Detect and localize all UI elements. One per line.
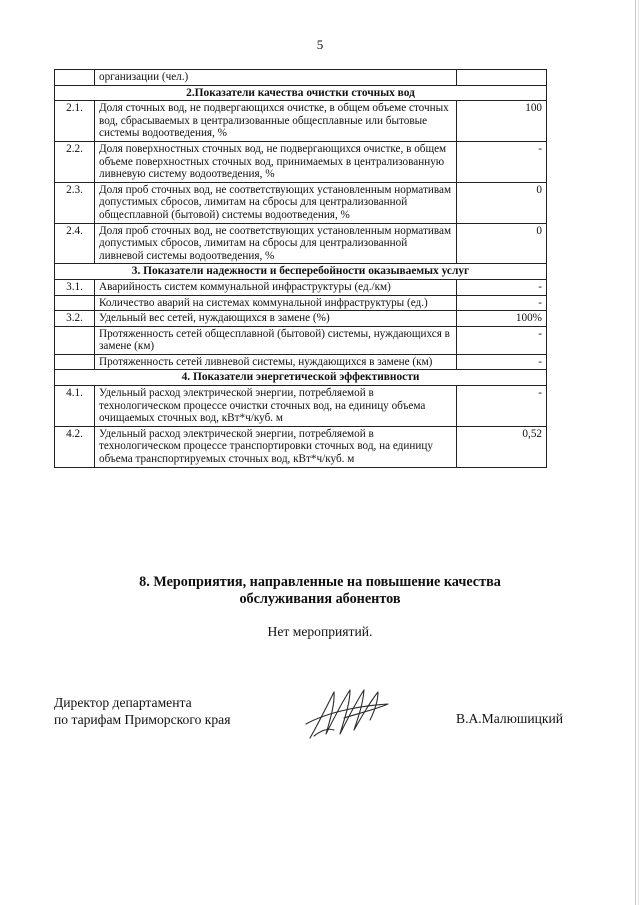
no-events-text: Нет мероприятий. [267,624,373,639]
section-header: 4. Показатели энергетической эффективности [55,370,547,386]
indicator-value: - [457,279,547,295]
indicator-value: 100 [457,101,547,142]
row-number: 4.2. [55,426,95,467]
table-row [55,70,547,86]
indicator-value [457,70,547,86]
table-row [55,101,547,142]
table-row [55,426,547,467]
indicator-name: Удельный расход электрической энергии, потребляемой в технологическом процессе очистки сточных вод, на единицу объема очищаемых сточных вод, кВт*ч/куб. м [95,386,457,427]
indicators-table [54,69,547,468]
table-row [55,354,547,370]
indicator-name: Протяженность сетей ливневой системы, нуждающихся в замене (км) [95,354,457,370]
row-number: 2.3. [55,182,95,223]
signer-title [54,694,230,728]
section-header: 2.Показатели качества очистки сточных вод [55,85,547,101]
handwritten-signature [304,684,396,742]
row-number: 2.1. [55,101,95,142]
indicator-name: Доля проб сточных вод, не соответствующих установленным нормативам допустимых сбросов, лимитам на сбросы для централизованной ливневой системы водоотведения, % [95,223,457,264]
row-number: 3.1. [55,279,95,295]
section-8-heading-line2: обслуживания абонентов [239,591,401,607]
indicator-name: Доля сточных вод, не подвергающихся очистке, в общем объеме сточных вод, сбрасываемых в централизованные общесплавные или бытовые системы водоотведения, % [95,101,457,142]
indicators-table-body [55,70,547,468]
table-row [55,141,547,182]
signer-title-line2: по тарифам Приморского края [54,712,231,727]
section-header-row [55,85,547,101]
section-header-row [55,264,547,280]
table-row [55,311,547,327]
scan-edge-shadow-outer [638,0,639,905]
table-row [55,279,547,295]
row-number [55,354,95,370]
scan-edge-shadow [635,0,636,905]
signer-name: В.А.Малюшицкий [456,711,564,726]
section-8-heading-line1: 8. Мероприятия, направленные на повышение качества [139,574,501,590]
table-row [55,182,547,223]
indicator-value: - [457,326,547,354]
signer-title-line1: Директор департамента [54,695,192,710]
indicator-name: Доля проб сточных вод, не соответствующих установленным нормативам допустимых сбросов, лимитам на сбросы для централизованной общесплавной (бытовой) системы водоотведения, % [95,182,457,223]
indicator-value: 0,52 [457,426,547,467]
page-number: 5 [316,37,324,52]
table-row [55,326,547,354]
indicator-value: 0 [457,223,547,264]
table-row [55,386,547,427]
row-number [55,70,95,86]
indicator-value: - [457,141,547,182]
section-header-row [55,370,547,386]
section-header: 3. Показатели надежности и бесперебойности оказываемых услуг [55,264,547,280]
indicator-value: - [457,354,547,370]
indicator-name: Доля поверхностных сточных вод, не подвергающихся очистке, в общем объеме поверхностных сточных вод, принимаемых в централизованную ливневую систему водоотведения, % [95,141,457,182]
table-row [55,223,547,264]
table-row [55,295,547,311]
indicator-name: организации (чел.) [95,70,457,86]
row-number [55,295,95,311]
row-number: 2.4. [55,223,95,264]
section-8-heading [0,574,640,608]
indicator-value: 0 [457,182,547,223]
indicator-name: Количество аварий на системах коммунальной инфраструктуры (ед.) [95,295,457,311]
row-number: 4.1. [55,386,95,427]
row-number: 2.2. [55,141,95,182]
row-number [55,326,95,354]
indicator-value: - [457,386,547,427]
indicator-value: - [457,295,547,311]
indicator-name: Аварийность систем коммунальной инфраструктуры (ед./км) [95,279,457,295]
indicator-name: Удельный расход электрической энергии, потребляемой в технологическом процессе транспортировки сточных вод, на единицу объема транспортируемых сточных вод, кВт*ч/куб. м [95,426,457,467]
indicator-name: Протяженность сетей общесплавной (бытовой) системы, нуждающихся в замене (км) [95,326,457,354]
indicator-name: Удельный вес сетей, нуждающихся в замене (%) [95,311,457,327]
row-number: 3.2. [55,311,95,327]
indicator-value: 100% [457,311,547,327]
